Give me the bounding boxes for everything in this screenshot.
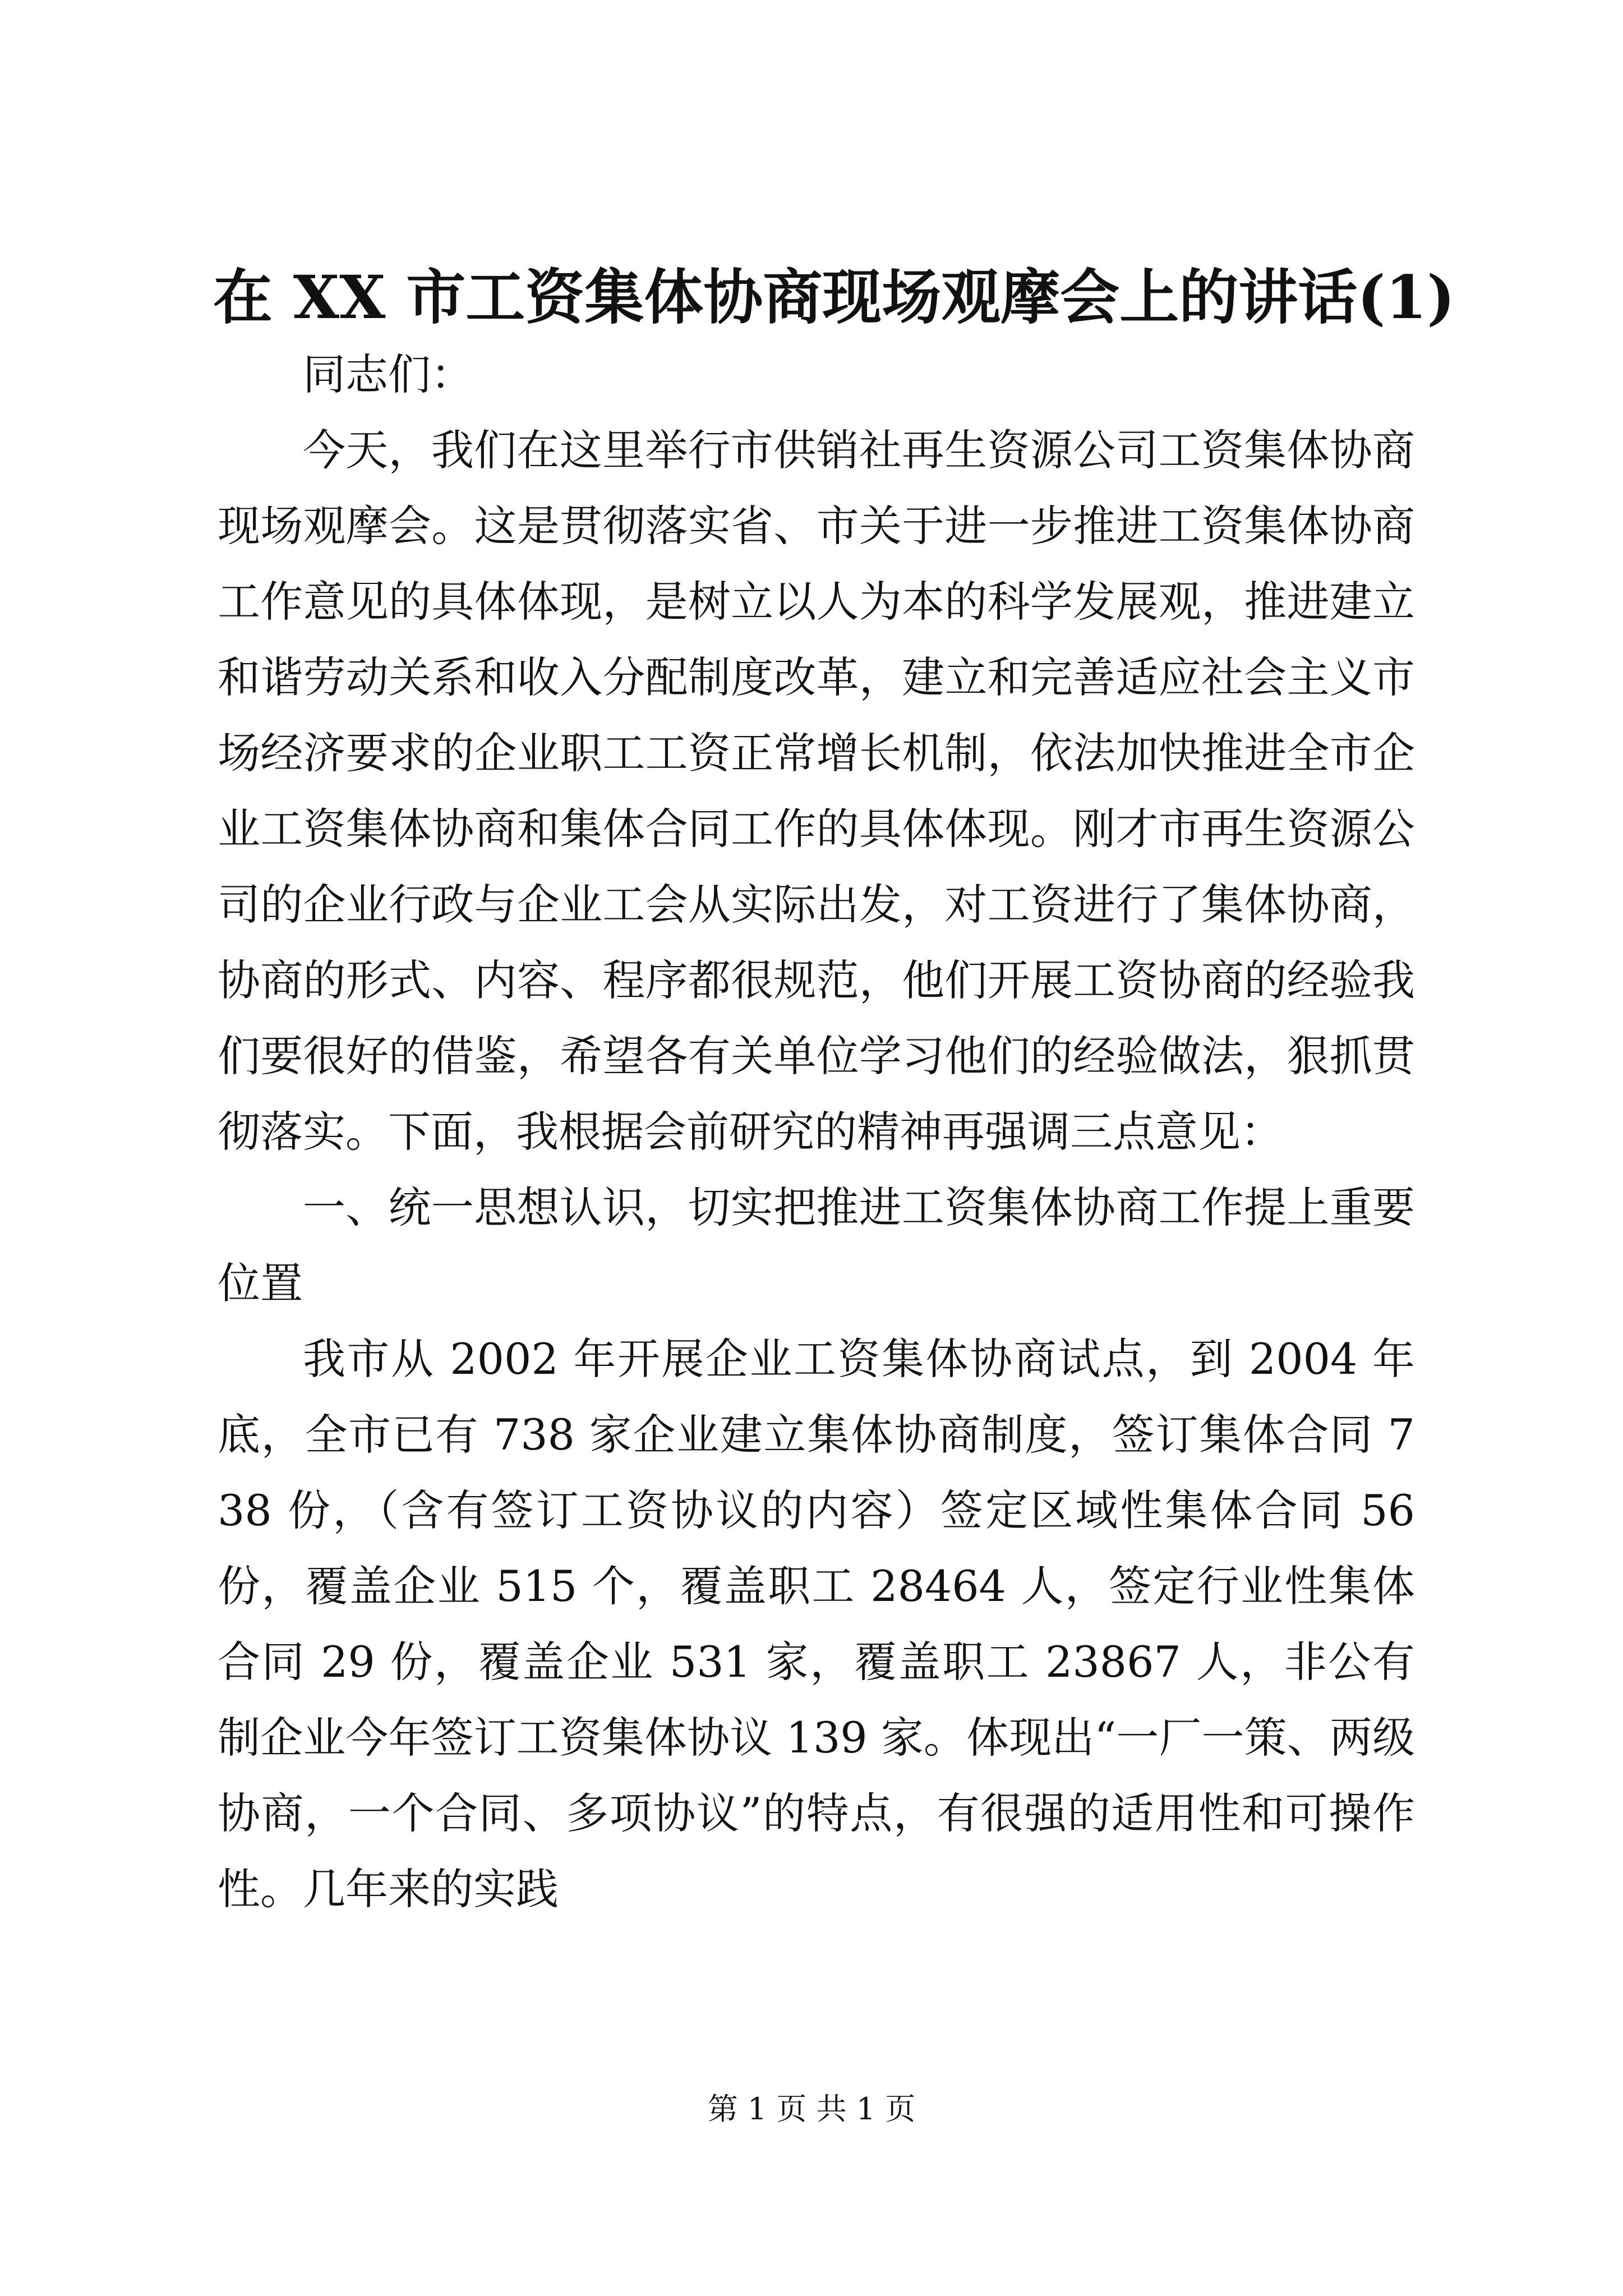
page-footer: 第 1 页 共 1 页 [707, 2091, 916, 2127]
document-title: 在 XX 市工资集体协商现场观摩会上的讲话(1) [213, 262, 1455, 332]
paragraph-statistics: 我市从 2002 年开展企业工资集体协商试点，到 2004 年底，全市已有 738 家企业建立集体协商制度，签订集体合同 738 份，（含有签订工资协议的内容）签定区域性集体合同 56 份，覆盖企业 515 个，覆盖职工 28464 人，签定行业性集体合同 29 份，覆盖企业 531 家，覆盖职工 23867 人，非公有制企业今年签订工资集体协议 139 家。体现出“一厂一策、两级协商，一个合同、多项协议”的特点，有很强的适用性和可操作性。几年来的实践 [218, 1334, 1415, 1914]
paragraph-intro: 今天，我们在这里举行市供销社再生资源公司工资集体协商现场观摩会。这是贯彻落实省、市关于进一步推进工资集体协商工作意见的具体体现，是树立以人为本的科学发展观，推进建立和谐劳动关系和收入分配制度改革，建立和完善适应社会主义市场经济要求的企业职工工资正常增长机制，依法加快推进全市企业工资集体协商和集体合同工作的具体体现。刚才市再生资源公司的企业行政与企业工会从实际出发，对工资进行了集体协商，协商的形式、内容、程序都很规范，他们开展工资协商的经验我们要很好的借鉴，希望各有关单位学习他们的经验做法，狠抓贯彻落实。下面，我根据会前研究的精神再强调三点意见： [218, 425, 1415, 1157]
section-heading-1: 一、统一思想认识，切实把推进工资集体协商工作提上重要位置 [218, 1182, 1415, 1308]
greeting: 同志们： [303, 349, 473, 399]
document-body [218, 337, 1415, 1927]
